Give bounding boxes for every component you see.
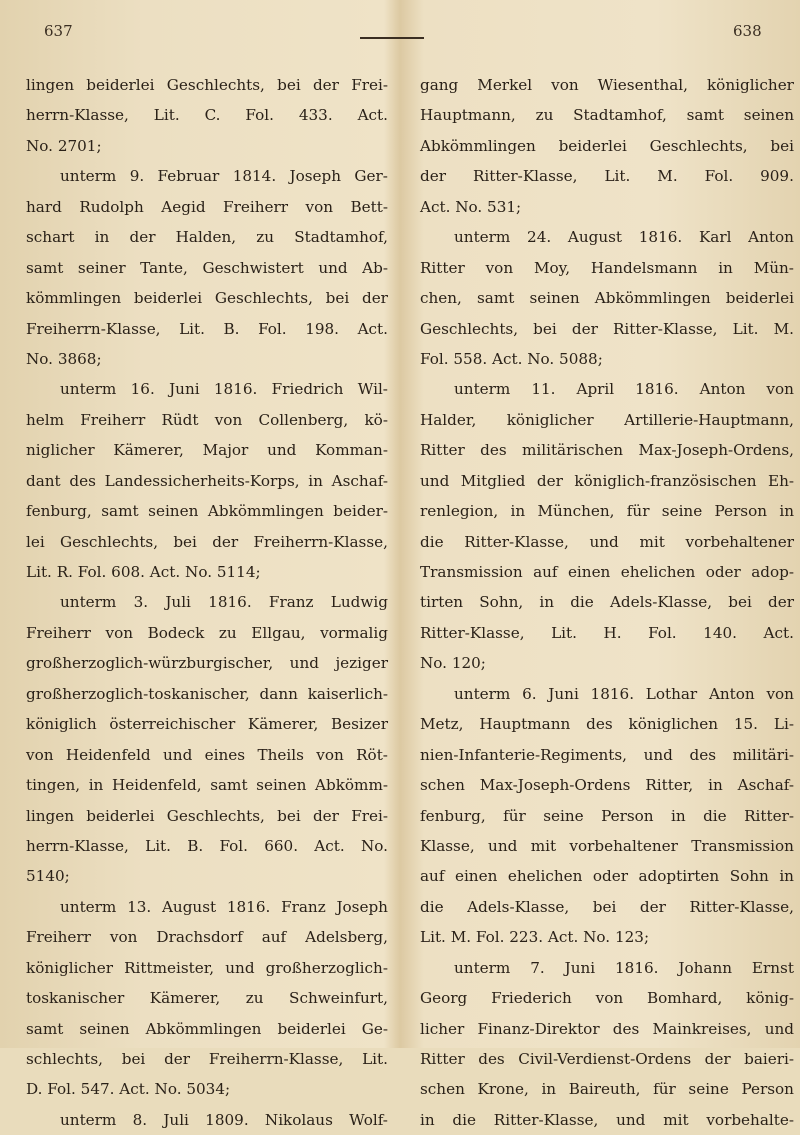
text-line: Hauptmann, zu Stadtamhof, samt seinen bbox=[420, 106, 794, 125]
text-line: samt seinen Abkömmlingen beiderlei Ge- bbox=[26, 1019, 388, 1038]
text-line: schen Max-Joseph-Ordens Ritter, in Aschaf- bbox=[420, 776, 794, 795]
text-line: Geschlechts, bei der Ritter-Klasse, Lit. M. bbox=[420, 319, 794, 338]
text-line: unterm 8. Juli 1809. Nikolaus Wolf- bbox=[60, 1110, 388, 1129]
text-line: tingen, in Heidenfeld, samt seinen Abkömm- bbox=[26, 776, 388, 795]
left-page-number: 637 bbox=[44, 22, 73, 40]
text-line: lingen beiderlei Geschlechts, bei der Frei- bbox=[26, 806, 388, 825]
text-line: Lit. M. Fol. 223. Act. No. 123; bbox=[420, 928, 650, 947]
text-line: unterm 3. Juli 1816. Franz Ludwig bbox=[60, 593, 388, 612]
right-column-text bbox=[420, 70, 794, 1129]
text-line: die Adels-Klasse, bei der Ritter-Klasse, bbox=[420, 897, 794, 916]
text-line: Metz, Hauptmann des königlichen 15. Li- bbox=[420, 715, 794, 734]
text-line: fenburg, für seine Person in die Ritter- bbox=[420, 806, 794, 825]
text-line: unterm 16. Juni 1816. Friedrich Wil- bbox=[60, 380, 388, 399]
text-line: 5140; bbox=[26, 867, 70, 886]
text-line: No. 120; bbox=[420, 654, 486, 673]
text-line: unterm 9. Februar 1814. Joseph Ger- bbox=[60, 167, 388, 186]
text-line: Georg Friederich von Bomhard, könig- bbox=[420, 989, 794, 1008]
text-line: herrn-Klasse, Lit. B. Fol. 660. Act. No. bbox=[26, 836, 388, 855]
text-line: unterm 6. Juni 1816. Lothar Anton von bbox=[454, 684, 794, 703]
text-line: chen, samt seinen Abkömmlingen beiderlei bbox=[420, 289, 794, 308]
text-line: die Ritter-Klasse, und mit vorbehaltener bbox=[420, 532, 794, 551]
text-line: Abkömmlingen beiderlei Geschlechts, bei bbox=[420, 136, 794, 155]
text-line: der Ritter-Klasse, Lit. M. Fol. 909. bbox=[420, 167, 794, 186]
text-line: Klasse, und mit vorbehaltener Transmission bbox=[420, 836, 794, 855]
text-line: herrn-Klasse, Lit. C. Fol. 433. Act. bbox=[26, 106, 388, 125]
text-line: schart in der Halden, zu Stadtamhof, bbox=[26, 228, 388, 247]
text-line: Freiherr von Drachsdorf auf Adelsberg, bbox=[26, 928, 388, 947]
left-column-text bbox=[26, 70, 388, 1129]
text-line: unterm 13. August 1816. Franz Joseph bbox=[60, 897, 388, 916]
text-line: tirten Sohn, in die Adels-Klasse, bei der bbox=[420, 593, 794, 612]
text-line: kömmlingen beiderlei Geschlechts, bei der bbox=[26, 289, 388, 308]
text-line: Transmission auf einen ehelichen oder adop- bbox=[420, 563, 794, 581]
text-line: unterm 24. August 1816. Karl Anton bbox=[454, 228, 794, 247]
text-line: schen Krone, in Baireuth, für seine Person bbox=[420, 1080, 794, 1099]
text-line: No. 2701; bbox=[26, 136, 102, 155]
text-line: dant des Landessicherheits-Korps, in Aschaf- bbox=[26, 471, 388, 490]
text-line: auf einen ehelichen oder adoptirten Sohn in bbox=[420, 867, 794, 886]
text-line: Fol. 558. Act. No. 5088; bbox=[420, 349, 603, 368]
text-line: Freiherr von Bodeck zu Ellgau, vormalig bbox=[26, 623, 388, 642]
text-line: hard Rudolph Aegid Freiherr von Bett- bbox=[26, 197, 388, 216]
text-line: Halder, königlicher Artillerie-Hauptmann, bbox=[420, 410, 794, 429]
text-line: fenburg, samt seinen Abkömmlingen beider- bbox=[26, 502, 388, 521]
text-line: Ritter des militärischen Max-Joseph-Ordens, bbox=[420, 441, 794, 460]
text-line: lei Geschlechts, bei der Freiherrn-Klasse, bbox=[26, 532, 388, 551]
text-line: gang Merkel von Wiesenthal, königlicher bbox=[420, 76, 794, 94]
text-line: schlechts, bei der Freiherrn-Klasse, Lit. bbox=[26, 1050, 388, 1068]
header-rule bbox=[360, 37, 424, 39]
text-line: D. Fol. 547. Act. No. 5034; bbox=[26, 1080, 231, 1099]
text-line: und Mitglied der königlich-französischen Eh- bbox=[420, 471, 794, 490]
text-line: unterm 11. April 1816. Anton von bbox=[454, 380, 794, 399]
text-line: großherzoglich-würzburgischer, und jeziger bbox=[26, 654, 388, 673]
text-line: licher Finanz-Direktor des Mainkreises, und bbox=[420, 1019, 794, 1038]
text-line: nien-Infanterie-Regiments, und des militäri- bbox=[420, 745, 794, 764]
text-line: Lit. R. Fol. 608. Act. No. 5114; bbox=[26, 563, 261, 581]
text-line: No. 3868; bbox=[26, 349, 102, 368]
text-line: niglicher Kämerer, Major und Komman- bbox=[26, 441, 388, 460]
text-line: von Heidenfeld und eines Theils von Röt- bbox=[26, 745, 388, 764]
text-line: königlich österreichischer Kämerer, Besizer bbox=[26, 715, 388, 734]
text-line: toskanischer Kämerer, zu Schweinfurt, bbox=[26, 989, 388, 1008]
text-line: lingen beiderlei Geschlechts, bei der Frei- bbox=[26, 76, 388, 94]
text-line: Ritter des Civil-Verdienst-Ordens der baieri- bbox=[420, 1050, 794, 1068]
text-line: Ritter von Moy, Handelsmann in Mün- bbox=[420, 258, 794, 277]
text-line: renlegion, in München, für seine Person in bbox=[420, 502, 794, 521]
text-line: in die Ritter-Klasse, und mit vorbehalte- bbox=[420, 1110, 794, 1129]
text-line: großherzoglich-toskanischer, dann kaiserlich- bbox=[26, 684, 388, 703]
text-line: Act. No. 531; bbox=[420, 197, 522, 216]
text-line: samt seiner Tante, Geschwistert und Ab- bbox=[26, 258, 388, 277]
text-line: helm Freiherr Rüdt von Collenberg, kö- bbox=[26, 410, 388, 429]
text-line: Freiherrn-Klasse, Lit. B. Fol. 198. Act. bbox=[26, 319, 388, 338]
text-line: königlicher Rittmeister, und großherzoglich- bbox=[26, 958, 388, 977]
right-page-number: 638 bbox=[733, 22, 762, 40]
text-line: Ritter-Klasse, Lit. H. Fol. 140. Act. bbox=[420, 623, 794, 642]
text-line: unterm 7. Juni 1816. Johann Ernst bbox=[454, 958, 794, 977]
